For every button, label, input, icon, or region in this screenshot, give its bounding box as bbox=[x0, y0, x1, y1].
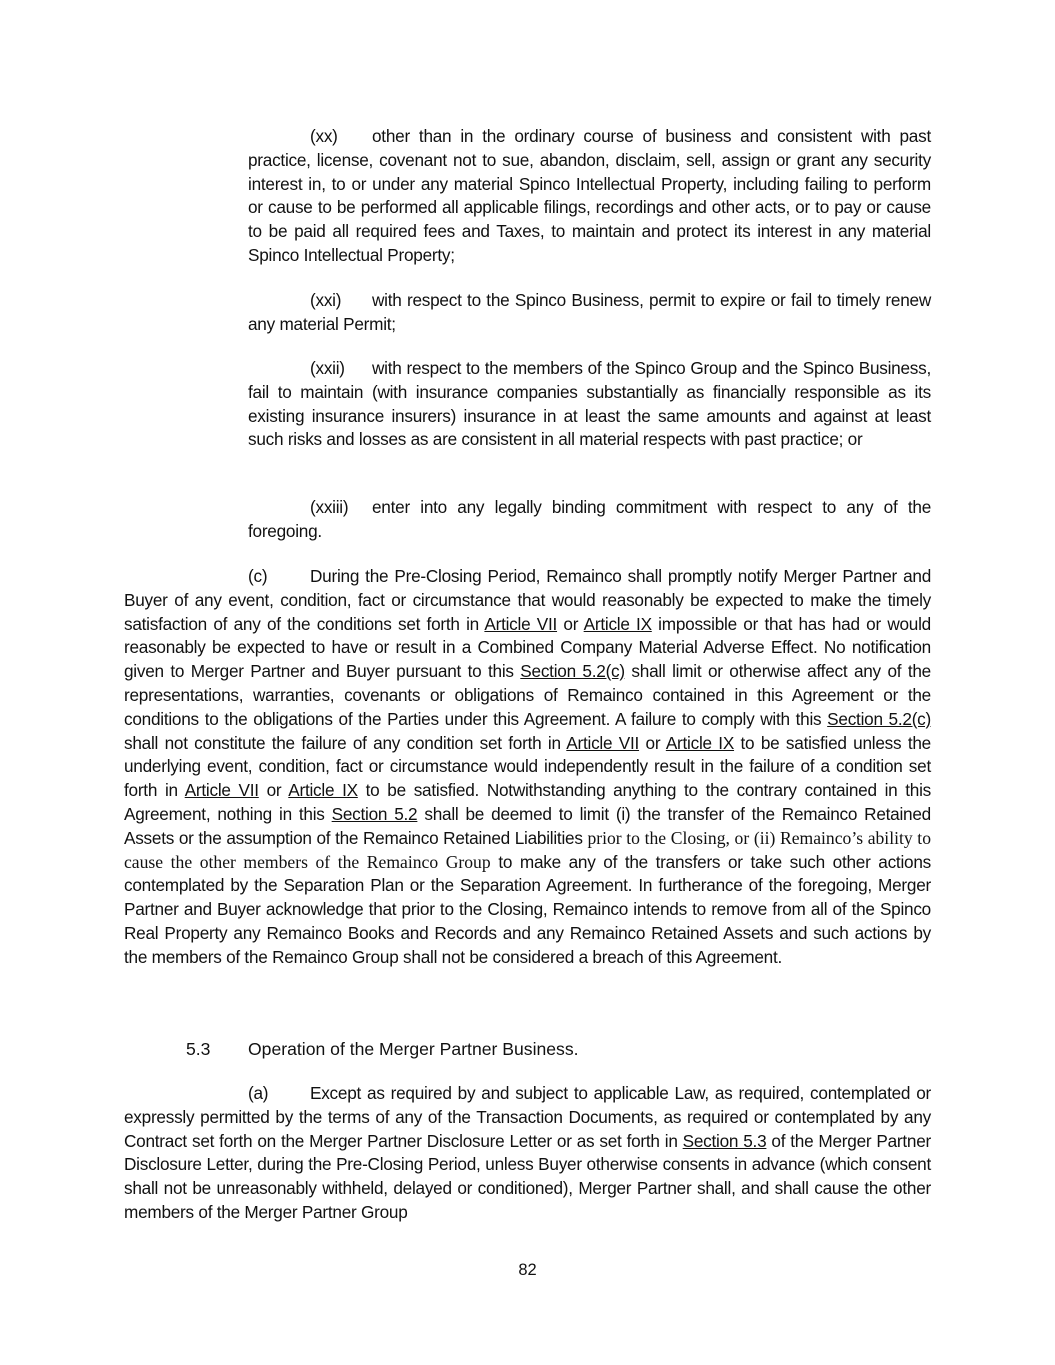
paragraph-c bbox=[124, 565, 931, 970]
section-5-3-link[interactable]: Section 5.3 bbox=[682, 1130, 767, 1151]
paragraph-c-text-9: to make any of the transfers or take such other actions contemplated by the Separation Plan or the Separation Agreement. In furtherance of the foregoing, Merger Partner and Buyer acknowledge that prior to the Closing, Remainco intends to remove from all of the Spinco Real Property any Remainco Books and Records and any Remainco Retained Assets and such actions by the members of the Remainco Group shall not be considered a breach of this Agreement. bbox=[124, 851, 931, 967]
paragraph-c-text-1: During the Pre-Closing Period, Remainco shall promptly notify Merger Partner and Buyer of any event, condition, fact or circumstance that would reasonably be expected to make the timely satisfaction of any of the conditions set forth in bbox=[124, 566, 931, 634]
paragraph-c-text-7: shall be deemed to limit (i) the transfer of the Remainco Retained Assets or the assumption of the Remainco Retained Liabilities bbox=[124, 803, 931, 848]
article-vii-link[interactable]: Article VII bbox=[184, 780, 259, 801]
clause-xxiii-label: (xxiii) bbox=[310, 497, 349, 517]
paragraph-a-label: (a) bbox=[248, 1083, 269, 1103]
clause-xxiii-text: enter into any legally binding commitment with respect to any of the foregoing. bbox=[248, 497, 931, 541]
article-vii-link[interactable]: Article VII bbox=[566, 732, 640, 753]
paragraph-c-text-4: shall not constitute the failure of any condition set forth in bbox=[124, 732, 567, 753]
section-5-3-heading bbox=[186, 1037, 579, 1061]
paragraph-a-text-2: of the Merger Partner Disclosure Letter, during the Pre-Closing Period, unless Buyer otherwise consents in advance (which consent shall not be unreasonably withheld, delayed or conditioned), Merger Partner shall, and shall cause the other members of the Merger Partner Group bbox=[124, 1130, 932, 1222]
article-ix-link[interactable]: Article IX bbox=[583, 613, 652, 634]
clause-xxi-label: (xxi) bbox=[310, 290, 342, 310]
article-ix-link[interactable]: Article IX bbox=[288, 780, 358, 801]
clause-xx bbox=[248, 125, 931, 268]
clause-xxiii bbox=[248, 496, 931, 544]
paragraph-c-or: or bbox=[639, 732, 666, 753]
section-5-3-number: 5.3 bbox=[186, 1039, 211, 1059]
page-number: 82 bbox=[518, 1261, 537, 1279]
section-5-2-link[interactable]: Section 5.2 bbox=[331, 803, 418, 824]
clause-xxii bbox=[248, 357, 931, 452]
paragraph-c-or: or bbox=[258, 780, 289, 801]
paragraph-c-label: (c) bbox=[248, 566, 268, 586]
paragraph-c-or: or bbox=[557, 613, 584, 634]
section-5-3-title: Operation of the Merger Partner Business. bbox=[248, 1039, 579, 1059]
clause-xx-text: other than in the ordinary course of business and consistent with past practice, license, covenant not to sue, abandon, disclaim, sell, assign or grant any security interest in, to or under any material Spinco Intellectual Property, including failing to perform or cause to be performed all applicable filings, recordings and other acts, or to pay or cause to be paid all required fees and Taxes, to maintain and protect its interest in any material Spinco Intellectual Property; bbox=[248, 126, 931, 265]
section-5-2c-link[interactable]: Section 5.2(c) bbox=[520, 661, 625, 682]
paragraph-a-text-1: Except as required by and subject to applicable Law, as required, contemplated or expressly permitted by the terms of any of the Transaction Documents, as required or contemplated by any Contract set forth on the Merger Partner Disclosure Letter or as set forth in bbox=[124, 1083, 931, 1151]
clause-xx-label: (xx) bbox=[310, 126, 338, 146]
clause-xxii-text: with respect to the members of the Spinco Group and the Spinco Business, fail to maintain (with insurance companies substantially as financially responsible as its existing insurance insurers) insurance in at least the same amounts and against at least such risks and losses as are consistent in all material respects with past practice; or bbox=[248, 358, 931, 450]
paragraph-a bbox=[124, 1082, 931, 1225]
clause-xxi-text: with respect to the Spinco Business, permit to expire or fail to timely renew any material Permit; bbox=[248, 290, 931, 334]
paragraph-c-text-2: impossible or that has had or would reasonably be expected to have or result in a Combined Company Material Adverse Effect. No notification given to Merger Partner and Buyer pursuant to this bbox=[124, 613, 931, 682]
paragraph-c-text-6: to be satisfied. Notwithstanding anything to the contrary contained in this Agreement, nothing in this bbox=[124, 780, 932, 824]
clause-xxi bbox=[248, 289, 931, 337]
article-vii-link[interactable]: Article VII bbox=[484, 613, 558, 634]
paragraph-c-text-3: shall limit or otherwise affect any of the representations, warranties, covenants or obligations of Remainco contained in this Agreement or the conditions to the obligations of the Parties under this Agreement. A failure to comply with this bbox=[124, 661, 931, 729]
paragraph-c-text-5: to be satisfied unless the underlying event, condition, fact or circumstance would independently result in the failure of a condition set forth in bbox=[124, 732, 931, 801]
article-ix-link[interactable]: Article IX bbox=[665, 732, 735, 753]
clause-xxii-label: (xxii) bbox=[310, 358, 345, 378]
paragraph-c-text-8: prior to the Closing, or (ii) Remainco’s ability to cause the other members of the Remainco Group bbox=[124, 827, 931, 872]
section-5-2c-link[interactable]: Section 5.2(c) bbox=[827, 708, 931, 729]
